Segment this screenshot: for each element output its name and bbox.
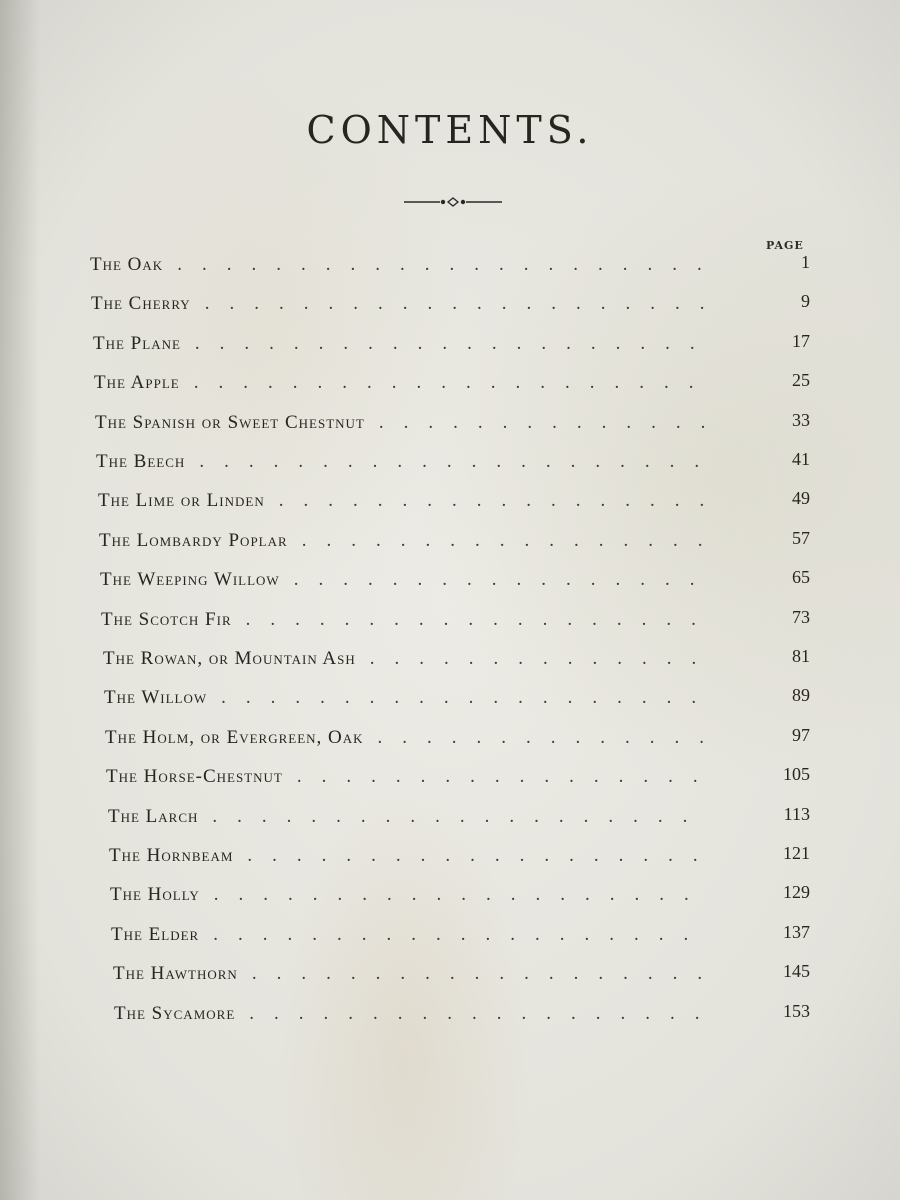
toc-entry-title: The Elder xyxy=(111,924,200,945)
dot-leader: .................... xyxy=(213,924,709,945)
toc-entry-page-number: 89 xyxy=(792,685,810,705)
dot-leader: ..................... xyxy=(199,451,720,472)
toc-entry xyxy=(109,845,810,875)
toc-entry-page-number: 137 xyxy=(783,922,810,942)
toc-entry-title: The Sycamore xyxy=(114,1003,236,1024)
toc-entry-title: The Plane xyxy=(93,333,181,354)
toc-entry-page-number: 113 xyxy=(783,804,810,824)
toc-entry-title: The Cherry xyxy=(91,293,191,314)
toc-entry-title: The Beech xyxy=(96,451,186,472)
toc-entry xyxy=(105,727,810,757)
toc-entry-page-number: 25 xyxy=(792,370,810,390)
toc-entry-page-number: 145 xyxy=(783,961,810,981)
dot-leader: .................. xyxy=(278,490,725,511)
toc-entry-title: The Lombardy Poplar xyxy=(99,530,288,551)
dot-leader: .................... xyxy=(221,687,717,708)
toc-entry-title: The Oak xyxy=(90,254,164,275)
toc-entry xyxy=(103,648,810,678)
dot-leader: .............. xyxy=(377,727,725,748)
toc-entry-title: The Horse-Chestnut xyxy=(106,766,283,787)
toc-entry-page-number: 49 xyxy=(792,488,810,508)
toc-entry-title: The Apple xyxy=(94,372,180,393)
toc-entry-page-number: 33 xyxy=(792,410,810,430)
page-title: CONTENTS. xyxy=(306,108,594,152)
toc-entry xyxy=(94,372,810,402)
toc-entry-page-number: 121 xyxy=(783,843,810,863)
toc-entry xyxy=(100,569,810,599)
toc-entry-page-number: 57 xyxy=(792,528,810,548)
toc-entry xyxy=(104,687,810,717)
toc-entry-title: The Weeping Willow xyxy=(100,569,280,590)
toc-entry-page-number: 9 xyxy=(801,291,810,311)
toc-entry-title: The Hawthorn xyxy=(113,963,238,984)
toc-entry xyxy=(90,254,810,284)
dot-leader: ................... xyxy=(247,845,718,866)
toc-entry xyxy=(95,412,810,442)
toc-entry-title: The Hornbeam xyxy=(109,845,234,866)
toc-entry-page-number: 97 xyxy=(792,725,810,745)
dot-leader: ................. xyxy=(296,766,718,787)
page-gutter-shadow xyxy=(0,0,40,1200)
dot-leader: .............. xyxy=(369,648,717,669)
toc-entry xyxy=(91,293,810,323)
toc-entry-page-number: 17 xyxy=(792,331,810,351)
toc-entry xyxy=(110,884,810,914)
dot-leader: ................... xyxy=(251,963,723,984)
dot-leader: ..................... xyxy=(193,372,714,393)
toc-entry-title: The Larch xyxy=(108,806,199,827)
dot-leader: .............. xyxy=(378,412,726,433)
toc-entry xyxy=(113,963,810,993)
toc-entry-title: The Spanish or Sweet Chestnut xyxy=(95,412,365,433)
dot-leader: .................... xyxy=(213,884,709,905)
toc-entry-page-number: 65 xyxy=(792,567,810,587)
toc-entry xyxy=(99,530,810,560)
toc-entry-page-number: 129 xyxy=(783,882,810,902)
toc-entry-page-number: 105 xyxy=(783,764,810,784)
dot-leader: .................... xyxy=(212,806,708,827)
toc-entry xyxy=(108,806,810,836)
toc-entry-title: The Holm, or Evergreen, Oak xyxy=(105,727,364,748)
dot-leader: ..................... xyxy=(204,293,725,314)
toc-entry xyxy=(106,766,810,796)
toc-entry xyxy=(93,333,810,363)
page-column-label: PAGE xyxy=(766,239,804,252)
toc-entry-title: The Rowan, or Mountain Ash xyxy=(103,648,356,669)
toc-entry xyxy=(98,490,810,520)
toc-entry-page-number: 81 xyxy=(792,646,810,666)
dot-leader: ..................... xyxy=(194,333,715,354)
toc-entry-title: The Holly xyxy=(110,884,200,905)
toc-entry-page-number: 1 xyxy=(801,252,810,272)
toc-entry-page-number: 73 xyxy=(792,607,810,627)
toc-entry-title: The Scotch Fir xyxy=(101,609,232,630)
toc-entry-page-number: 153 xyxy=(783,1001,810,1021)
dot-leader: ...................... xyxy=(177,254,722,275)
dot-leader: ................... xyxy=(245,609,716,630)
toc-entry xyxy=(96,451,810,481)
dot-leader: ................... xyxy=(249,1003,720,1024)
toc-entry xyxy=(101,609,810,639)
toc-entry xyxy=(111,924,810,954)
dot-leader: ................. xyxy=(293,569,715,590)
toc-entry-page-number: 41 xyxy=(792,449,810,469)
toc-entry-title: The Lime or Linden xyxy=(98,490,265,511)
ornament-divider-icon xyxy=(404,192,502,212)
dot-leader: ................. xyxy=(301,530,723,551)
toc-entry-title: The Willow xyxy=(104,687,208,708)
toc-entry xyxy=(114,1003,810,1033)
